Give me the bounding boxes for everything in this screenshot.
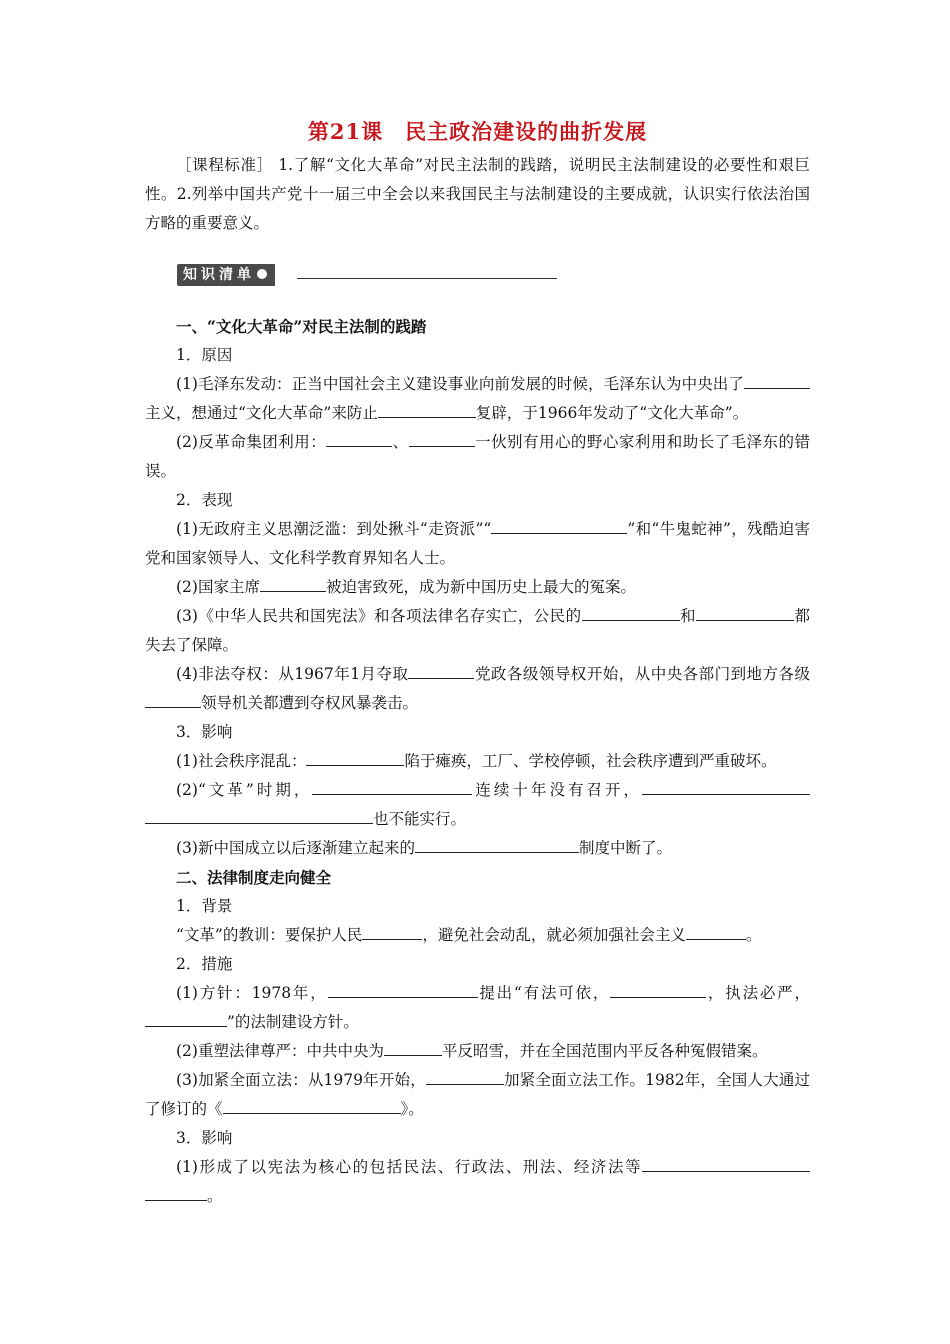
paragraph bbox=[145, 747, 810, 776]
text: (1)无政府主义思潮泛滥：到处揪斗“走资派”“ bbox=[176, 520, 492, 538]
text: ，执法必严， bbox=[706, 984, 810, 1002]
fill-blank[interactable] bbox=[582, 604, 680, 621]
subheading-impacts-2: 3．影响 bbox=[176, 1129, 233, 1147]
text: 》。 bbox=[400, 1100, 424, 1118]
paragraph bbox=[145, 602, 810, 660]
lesson-number: 第21课 bbox=[307, 119, 384, 144]
fill-blank[interactable] bbox=[312, 778, 472, 795]
fill-blank[interactable] bbox=[408, 662, 474, 679]
fill-blank[interactable] bbox=[642, 1155, 810, 1172]
paragraph bbox=[145, 979, 810, 1037]
text: 复辟，于1966年发动了“文化大革命”。 bbox=[475, 404, 749, 422]
paragraph bbox=[145, 1153, 810, 1211]
fill-blank[interactable] bbox=[378, 401, 476, 418]
fill-blank[interactable] bbox=[145, 1184, 207, 1201]
text: (2)反革命集团利用： bbox=[176, 433, 327, 451]
paragraph bbox=[145, 1066, 810, 1124]
paragraph bbox=[145, 921, 810, 950]
fill-blank[interactable] bbox=[491, 517, 627, 534]
fill-blank[interactable] bbox=[145, 807, 373, 824]
paragraph bbox=[145, 776, 810, 834]
banner-dot-icon bbox=[257, 269, 267, 279]
standard-text: 1.了解“文化大革命”对民主法制的践踏，说明民主法制建设的必要性和艰巨性。2.列举中国共产党十一届三中全会以来我国民主与法制建设的主要成就，认识实行依法治国方略的重要意义。 bbox=[145, 156, 810, 232]
text: 领导机关都遭到夺权风暴袭击。 bbox=[201, 694, 419, 712]
text: (4)非法夺权：从1967年1月夺取 bbox=[176, 665, 409, 683]
fill-blank[interactable] bbox=[686, 923, 746, 940]
standard-label: ［课程标准］ bbox=[176, 156, 273, 174]
text: 陷于瘫痪，工厂、学校停顿，社会秩序遭到严重破坏。 bbox=[404, 752, 777, 770]
fill-blank[interactable] bbox=[744, 372, 810, 389]
banner-label: 知识清单 bbox=[183, 267, 255, 283]
course-standard bbox=[145, 151, 810, 238]
text: 提出“有法可依， bbox=[477, 984, 611, 1002]
text: 也不能实行。 bbox=[373, 810, 467, 828]
paragraph bbox=[145, 428, 810, 486]
paragraph bbox=[145, 1037, 810, 1066]
banner-box bbox=[177, 264, 275, 286]
document-page bbox=[145, 118, 810, 1211]
text: ”的法制建设方针。 bbox=[227, 1013, 359, 1031]
section-heading-2: 二、法律制度走向健全 bbox=[176, 868, 332, 887]
paragraph bbox=[145, 573, 810, 602]
text: (2)“文革”时期， bbox=[176, 781, 313, 799]
text: (1)形成了以宪法为核心的包括民法、行政法、刑法、经济法等 bbox=[176, 1158, 642, 1176]
text: 被迫害致死，成为新中国历史上最大的冤案。 bbox=[325, 578, 636, 596]
text: 、 bbox=[392, 433, 409, 451]
text: 平反昭雪，并在全国范围内平反各种冤假错案。 bbox=[441, 1042, 768, 1060]
text: (1)方针：1978年， bbox=[176, 984, 328, 1002]
text: (1)毛泽东发动：正当中国社会主义建设事业向前发展的时候，毛泽东认为中央出了 bbox=[176, 375, 744, 393]
fill-blank[interactable] bbox=[696, 604, 794, 621]
fill-blank[interactable] bbox=[426, 1068, 504, 1085]
fill-blank[interactable] bbox=[610, 981, 706, 998]
text: 。 bbox=[745, 926, 762, 944]
fill-blank[interactable] bbox=[326, 430, 392, 447]
text: 连续十年没有召开， bbox=[472, 781, 642, 799]
paragraph bbox=[145, 515, 810, 573]
text: 和 bbox=[679, 607, 697, 625]
fill-blank[interactable] bbox=[642, 778, 810, 795]
fill-blank[interactable] bbox=[145, 1010, 227, 1027]
text: (2)重塑法律尊严：中共中央为 bbox=[176, 1042, 384, 1060]
paragraph bbox=[145, 370, 810, 428]
fill-blank[interactable] bbox=[362, 923, 422, 940]
subheading-measures: 2．措施 bbox=[176, 955, 233, 973]
text: 。 bbox=[207, 1187, 223, 1205]
fill-blank[interactable] bbox=[384, 1039, 442, 1056]
fill-blank[interactable] bbox=[415, 836, 579, 853]
fill-blank[interactable] bbox=[306, 749, 404, 766]
subheading-causes: 1．原因 bbox=[176, 346, 233, 364]
text: 一伙别有用心的野心家利用和助长了毛泽东的错误。 bbox=[145, 433, 810, 480]
fill-blank[interactable] bbox=[260, 575, 326, 592]
text: (3)《中华人民共和国宪法》和各项法律名存实亡，公民的 bbox=[176, 607, 582, 625]
lesson-title bbox=[145, 118, 810, 146]
text: (2)国家主席 bbox=[176, 578, 260, 596]
section-heading-1: 一、“文化大革命”对民主法制的践踏 bbox=[176, 317, 427, 336]
paragraph bbox=[145, 834, 810, 863]
text: 都失去了保障。 bbox=[145, 607, 810, 654]
text: 主义，想通过“文化大革命”来防止 bbox=[145, 404, 378, 422]
fill-blank[interactable] bbox=[409, 430, 475, 447]
text: “文革”的教训：要保护人民 bbox=[176, 926, 363, 944]
paragraph bbox=[145, 660, 810, 718]
text: ，避免社会动乱，就必须加强社会主义 bbox=[422, 926, 686, 944]
subheading-impacts: 3．影响 bbox=[176, 723, 233, 741]
text: (3)加紧全面立法：从1979年开始， bbox=[176, 1071, 426, 1089]
text: 制度中断了。 bbox=[578, 839, 672, 857]
text: 党政各级领导权开始，从中央各部门到地方各级 bbox=[474, 665, 810, 683]
fill-blank[interactable] bbox=[145, 691, 201, 708]
subheading-manifestations: 2．表现 bbox=[176, 491, 233, 509]
banner-rule bbox=[297, 278, 557, 279]
lesson-name: 民主政治建设的曲折发展 bbox=[405, 119, 648, 144]
fill-blank[interactable] bbox=[223, 1097, 401, 1114]
subheading-background: 1．背景 bbox=[176, 897, 233, 915]
text: 加紧全面立法工作。1982年，全国人大通过了修订的《 bbox=[145, 1071, 810, 1118]
text: (1)社会秩序混乱： bbox=[176, 752, 307, 770]
knowledge-list-banner bbox=[177, 264, 810, 288]
text: ”和“牛鬼蛇神”，残酷迫害党和国家领导人、文化科学教育界知名人士。 bbox=[145, 520, 810, 567]
text: (3)新中国成立以后逐渐建立起来的 bbox=[176, 839, 415, 857]
fill-blank[interactable] bbox=[328, 981, 478, 998]
